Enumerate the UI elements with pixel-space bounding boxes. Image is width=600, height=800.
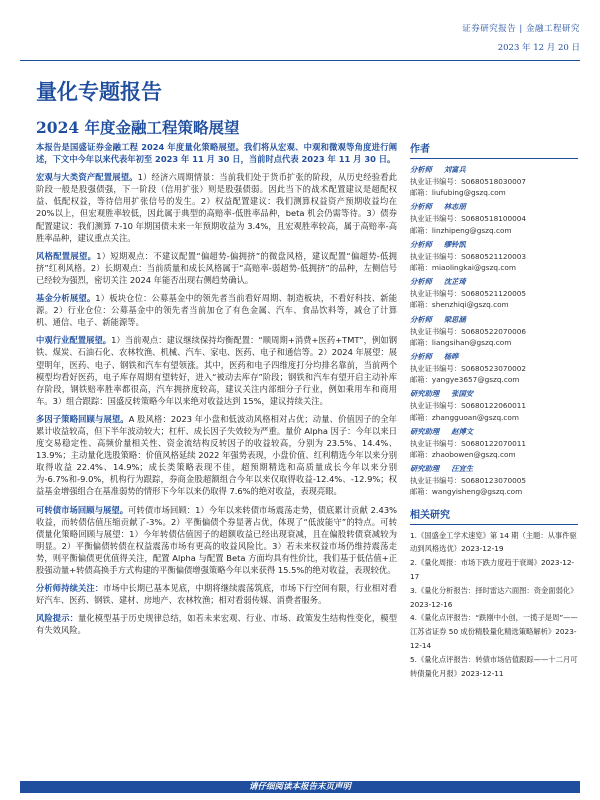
analyst-name: 杨晔 [443,352,459,362]
analyst-email[interactable]: 邮箱：shenzhiqi@gszq.com [410,300,509,310]
paragraph-lead: 多因子策略回顾与展望。 [36,413,129,424]
header-divider [20,60,580,61]
analyst-name: 缪铃凯 [443,239,466,249]
paragraph [36,582,397,606]
analyst-cert: 执业证书编号：S0680518100004 [410,214,527,224]
analyst-card [410,387,578,422]
paragraph [36,504,397,577]
related-heading: 相关研究 [410,506,578,525]
related-item[interactable]: 3.《量化分析报告：择时雷达六面图：资金面弱化》2023-12-16 [410,585,578,609]
related-research [410,506,578,681]
analyst-role: 分析师 [410,165,432,174]
analyst-name: 梁思涵 [443,314,466,324]
paragraph-text: 可转债市场回顾：1）今年以来转债市场震荡走势，债底累计贡献 2.43%收益，而转债估值压缩贡献了-3%。2）平衡偏债个券显著占优，体现了“低波能守”的特点。可转债量化策略回顾与展望：1）今年转债估值因子的超额收益已经出现衰减，且在偏股转债衰减较为明显。2）平衡偏债转债在权益震荡市场有更高的收益风险比。3）若未来权益市场仍维持震荡走势，则平衡偏债更优值得关注，配置 Alpha 与配置 Beta 方面均具有性价比，我们基于低估值+正股强动量+转债高换手方式构建的平衡偏债增强策略今年以来获得 15.5%的绝对收益，表现较优。 [36,504,397,575]
analyst-email[interactable]: 邮箱：linzhipeng@gszq.com [410,225,512,235]
report-date: 2023 年 12 月 20 日 [497,43,580,53]
paragraph-text: 1）板块仓位：公募基金中的领先者当前看好周期、制造板块，不看好科技、新能源。2）行业仓位：公募基金中的领先者当前加仓了有色金属、汽车、食品饮料等，减仓了计算机、通信、电子、新能源等。 [36,293,397,328]
report-subtitle: 2024 年度金融工程策略展望 [36,118,240,137]
analyst-card [410,462,578,497]
analyst-cert: 执业证书编号：S0680522070006 [410,326,527,336]
paragraph-lead: 中观行业配置展望。 [36,335,112,346]
report-category: 证券研究报告 | 金融工程研究 [462,24,580,34]
paragraph-text: 1）短期观点：不建议配置“偏超势-偏拥挤”的微盘风格，建议配置“偏超势-低拥挤”红利风格。2）长期观点：当前质量和成长风格属于“高赔率-弱超势-低拥挤”的品种，左侧信号已经较为强烈，密切关注 2024 年能否出现右侧趋势确认。 [36,250,397,285]
analyst-cert: 执业证书编号：S0680521120003 [410,251,527,261]
paragraph-lead: 风险提示： [36,613,78,624]
paragraph [36,171,397,244]
analyst-cert: 执业证书编号：S0680523070002 [410,364,527,374]
analyst-name: 林志朋 [443,202,466,212]
related-item[interactable]: 1.《国盛金工学术速览》第 14 期（主题：从事件驱动到风格选优）2023-12-19 [410,530,577,554]
main-body [36,141,397,642]
authors-heading: 作者 [410,140,578,159]
paragraph [36,292,397,328]
analyst-email[interactable]: 邮箱：zhangguoan@gszq.com [410,412,519,422]
paragraph-text: A 股风格：2023 年小盘和低波动风格相对占优；动量、价值因子的全年累计收益较高，但下半年波动较大；杠杆、成长因子失效较为严重。量价 Alpha 因子：今年以来日度交易稳定性、高频价量相关性、资金流结构反转因子的收益较高，分别为 23.5%、14.4%、13.9%；主动量化选股策略：价值风格延续 2022 年强势表现，小盘价值、红利精选今年以来分别取得收益 22.4%、14.9%；成长类策略表现不佳，超预期精选和高质量成长今年以来分别为-6.7%和-9.0%，机构行为跟踪，券商金股超额组合今年以来仅取得收益-12.4%、-12.9%；权益基金增强组合在基准弱势的情形下今年以来仍取得 7.6%的绝对收益，表现亮眼。 [36,413,397,497]
analyst-role: 研究助理 [410,389,440,399]
paragraph-text: 本报告是国盛证券金融工程 2024 年度量化策略展望。我们将从宏观、中观和微观等角度进行阐述，下文中今年以来代表年初至 2023 年 11 月 30 日，当前时点代表 2023 年 11 月 30 日。 [36,142,397,165]
analyst-email[interactable]: 邮箱：wangyisheng@gszq.com [410,487,523,497]
paragraph-text: 市场中长期已基本见底，中期将继续震荡筑底，市场下行空间有限，行业相对看好汽车、医药、钢铁、建材、房地产、农林牧渔；相对看弱传媒、消费者服务。 [36,583,397,606]
related-item[interactable]: 2.《量化周报：市场下跌力度趋于衰竭》2023-12-17 [410,558,575,582]
analyst-role: 分析师 [410,239,432,249]
paragraph [36,612,397,636]
analyst-cert: 执业证书编号：S0680521120005 [410,289,527,299]
analyst-cert: 执业证书编号：S0680518030007 [410,177,527,186]
footer-disclaimer: 请仔细阅读本报告末页声明 [20,781,580,793]
analyst-email[interactable]: 邮箱：liangsihan@gszq.com [410,337,512,347]
paragraph-text: 量化模型基于历史规律总结，如若未来宏观、行业、市场、政策发生结构性变化，模型有失效风险。 [36,613,397,636]
analyst-card [410,200,578,235]
report-title: 量化专题报告 [36,79,162,104]
analyst-cert: 执业证书编号：S0680123070005 [410,476,527,486]
paragraph-lead: 基金分析展望。 [36,293,96,304]
analyst-card [410,350,578,385]
paragraph-lead: 风格配置展望。 [36,250,97,261]
analyst-name: 汪宜生 [451,464,474,474]
analyst-role: 分析师 [410,277,432,287]
paragraph-lead: 可转债市场回顾与展望。 [36,504,129,515]
analyst-email[interactable]: 邮箱：liufubing@gszq.com [410,188,506,198]
analyst-name: 张国安 [451,389,474,399]
analyst-role: 分析师 [410,352,432,362]
paragraph-text: 1）当前观点：建议继续保持均衡配置：“顺周期+消费+医药+TMT”，例如钢铁、煤炭、石油石化、农林牧渔、机械、汽车、家电、医药、电子和通信等。2）2024 年展望：展望明年，医药、电子、钢铁和汽车有望领涨。其中，医药和电子四维度打分均排名靠前，当前两个模型均看好医药，电子库存周期有望转好，进入“被动去库存”阶段；钢铁和汽车有望开启主动补库存阶段，钢铁赔率胜率都很高，汽车拥挤度较高，建议关注内部细分子行业，例如乘用车和商用车。3）组合跟踪：国盛反转策略今年以来绝对收益达到 15%，建议持续关注。 [36,335,397,406]
sidebar [410,140,578,680]
analyst-name: 刘富兵 [443,165,466,174]
analyst-email[interactable]: 邮箱：zhaobowen@gszq.com [410,450,516,460]
paragraph [36,250,397,286]
paragraph-lead: 分析师持续关注： [36,583,104,594]
analyst-card [410,313,578,348]
analyst-role: 研究助理 [410,464,440,474]
report-header [462,22,580,53]
analyst-role: 分析师 [410,314,432,324]
analyst-email[interactable]: 邮箱：yangye3657@gszq.com [410,375,520,385]
paragraph [36,141,397,165]
analyst-card [410,275,578,310]
analyst-card [410,238,578,273]
paragraph-text: 1）经济六周期情景：当前我们处于货币扩张的阶段，从历史经验看此阶段一般是股强债强，下一阶段（信用扩张）则是股强债弱。因此当下的战术配置建议是超配权益、低配权益，等待信用扩张信号的发生。2）权益配置建议：我们测算权益资产预期收益均在 20%以上，但宏观胜率较低，因此属于典型的高赔率-低胜率品种，beta 机会仍需等待。3）债券配置建议：我们测算 7-10 年期国债未来一年预期收益为 3.4%，且宏观胜率较高，属于高赔率-高胜率品种，建议重点关注。 [36,172,397,243]
paragraph [36,413,397,498]
analyst-cert: 执业证书编号：S0680122060011 [410,401,527,411]
analyst-role: 研究助理 [410,426,440,436]
analyst-role: 分析师 [410,202,432,212]
paragraph [36,334,397,407]
analyst-email[interactable]: 邮箱：miaolingkai@gszq.com [410,263,516,273]
analyst-name: 沈芷琦 [443,277,466,287]
related-item[interactable]: 5.《量化点评报告：转债市场估值跟踪——十二月可转债量化月报》2023-12-11 [410,654,578,678]
analyst-cert: 执业证书编号：S0680122070011 [410,438,527,448]
related-item[interactable]: 4.《量化点评报告：“跌刚中小创，一揽子是周”——江苏省证券 50 成份精股量化精选策略解析》2023-12-14 [410,613,578,651]
analyst-card [410,425,578,460]
analyst-name: 赵博文 [451,426,474,436]
paragraph-lead: 宏观与大类资产配置展望。 [36,172,138,183]
analyst-card [410,163,578,198]
